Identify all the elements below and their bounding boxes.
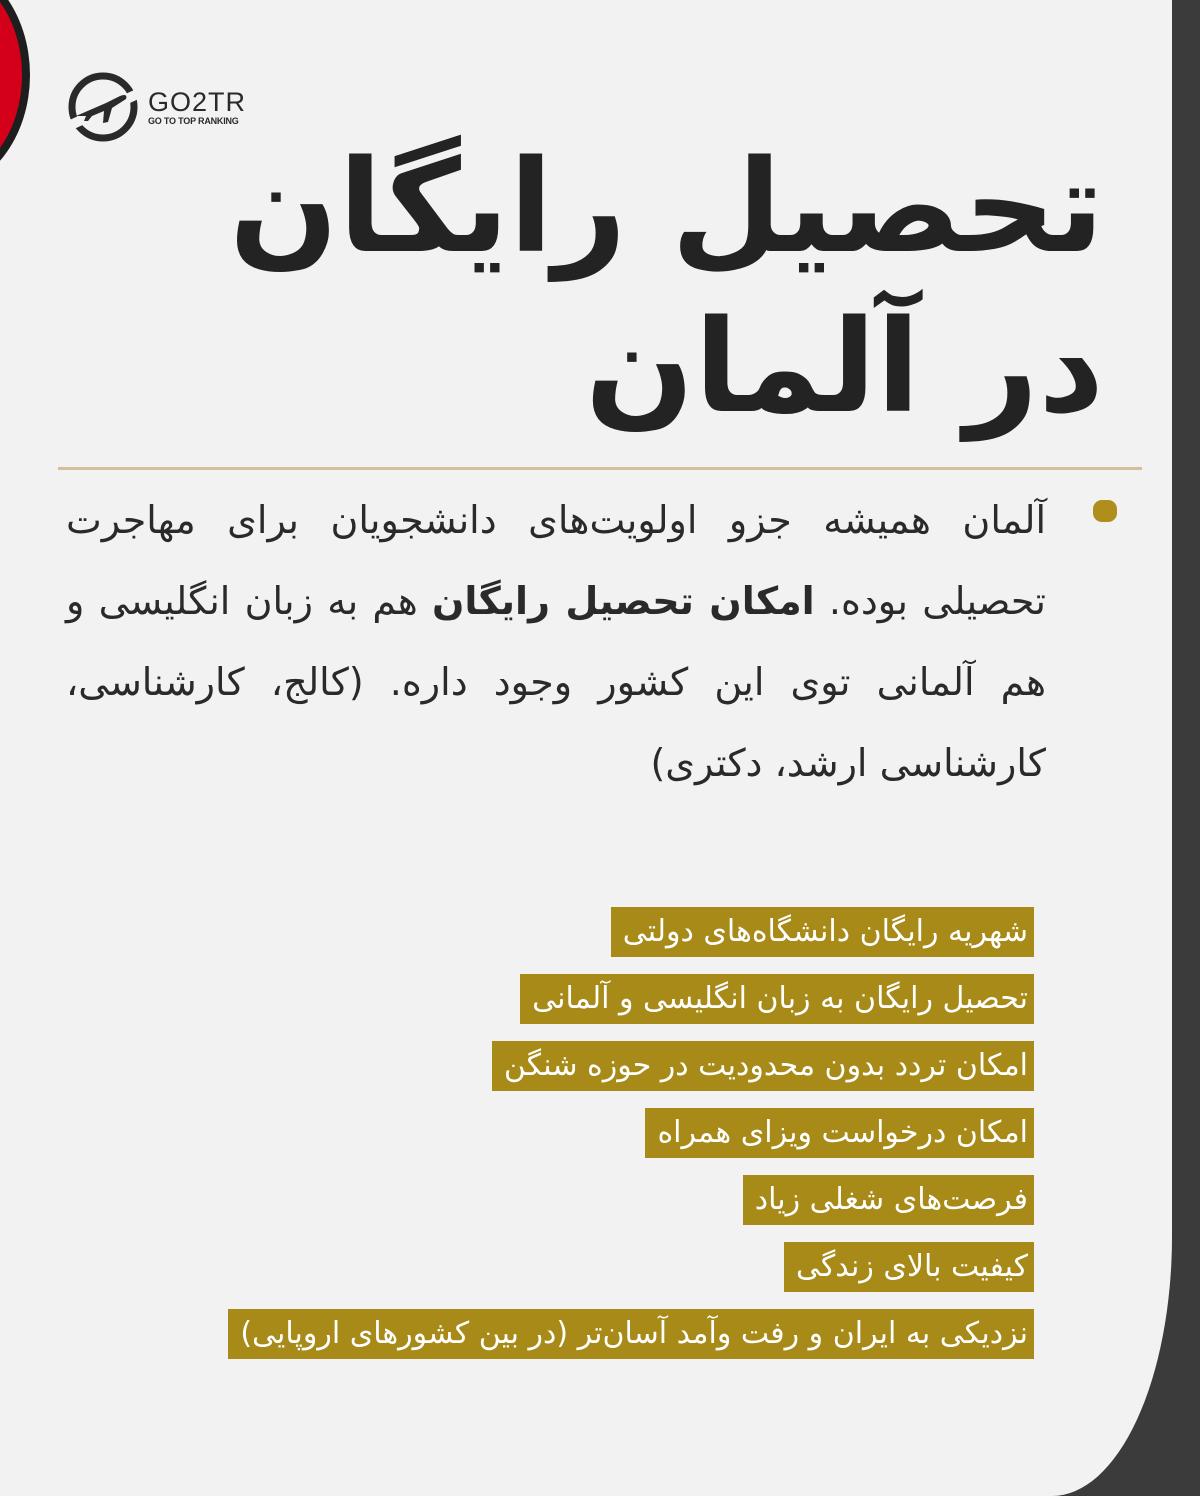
feature-item	[74, 1242, 1034, 1292]
feature-label: شهریه رایگان دانشگاه‌های دولتی	[611, 907, 1034, 957]
intro-highlight: امکان تحصیل رایگان	[431, 579, 815, 623]
feature-label: کیفیت بالای زندگی	[784, 1242, 1034, 1292]
title-line-1: تحصیل رایگان	[229, 133, 1104, 282]
feature-item	[74, 1309, 1034, 1359]
feature-item	[74, 1108, 1034, 1158]
feature-label: فرصت‌های شغلی زیاد	[743, 1175, 1034, 1225]
brand-name: GO2TR	[148, 86, 247, 117]
bullet-dot	[1093, 500, 1117, 522]
feature-item	[74, 1041, 1034, 1091]
intro-paragraph	[66, 480, 1046, 804]
title-line-2: در آلمان	[585, 293, 1104, 442]
features-list	[74, 907, 1034, 1376]
feature-item	[74, 1175, 1034, 1225]
page-title	[104, 128, 1104, 448]
divider-line	[58, 467, 1142, 470]
red-circle-decoration	[0, 0, 30, 190]
brand-tagline: GO TO TOP RANKING	[148, 115, 239, 126]
feature-item	[74, 907, 1034, 957]
intro-text-before: آلمان همیشه جزو اولویت‌های دانشجویان برای مهاجرت تحصیلی بوده.	[66, 498, 1046, 623]
feature-label: تحصیل رایگان به زبان انگلیسی و آلمانی	[520, 974, 1034, 1024]
intro-text-after: هم به زبان انگلیسی و هم آلمانی توی این کشور وجود داره. (کالج، کارشناسی، کارشناسی ارشد، دکتری)	[66, 579, 1046, 785]
feature-item	[74, 974, 1034, 1024]
feature-label: امکان تردد بدون محدودیت در حوزه شنگن	[492, 1041, 1034, 1091]
feature-label: نزدیکی به ایران و رفت وآمد آسان‌تر (در بین کشورهای اروپایی)	[228, 1309, 1034, 1359]
feature-label: امکان درخواست ویزای همراه	[645, 1108, 1034, 1158]
